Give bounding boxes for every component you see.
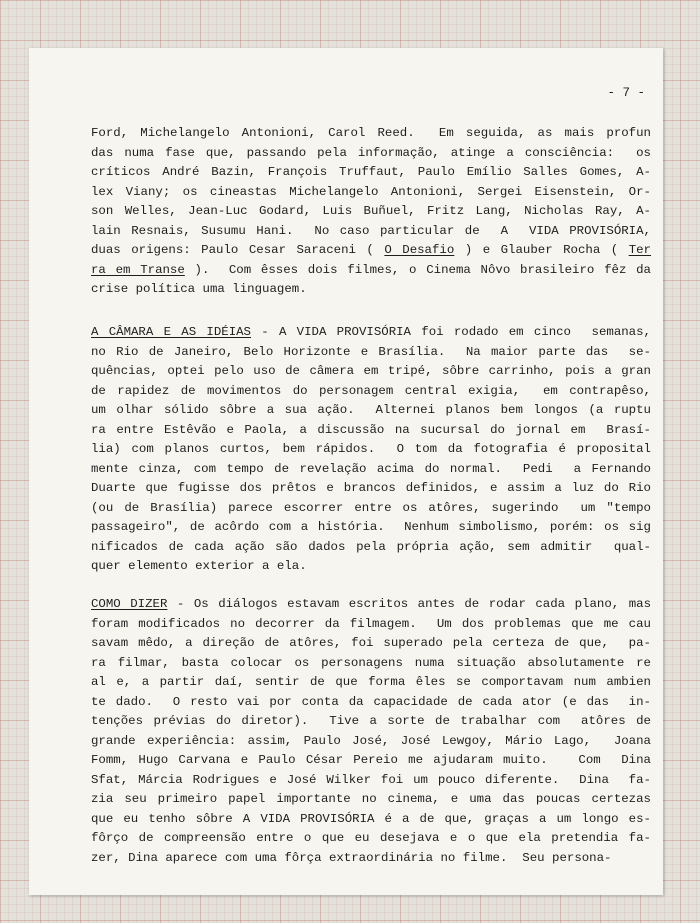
text-segment: quências, optei pelo uso de câmera em tripé, sôbre carrinho, pois a gran (91, 364, 651, 378)
text-segment: críticos André Bazin, François Truffaut, Paulo Emílio Salles Gomes, A- (91, 165, 651, 179)
text-segment: ra filmar, basta colocar os personagens numa situação absolutamente re (91, 655, 651, 670)
text-line (91, 673, 651, 693)
text-segment: Ford, Michelangelo Antonioni, Carol Reed. Em seguida, as mais profun (91, 126, 651, 140)
text-segment: Duarte que fugisse dos prêtos e brancos definidos, e assim a luz do Rio (91, 481, 651, 495)
text-segment: ). Com êsses dois filmes, o Cinema Nôvo brasileiro fêz da (184, 262, 651, 277)
text-line (91, 634, 651, 654)
text-line (91, 183, 651, 203)
text-segment: savam mêdo, a direção de atôres, foi superado pela certeza de que, pa- (91, 636, 651, 650)
text-line (91, 401, 651, 421)
text-segment: foram modificados no decorrer da filmagem. Um dos problemas que me cau (91, 616, 651, 631)
text-line (91, 479, 651, 499)
text-line (91, 144, 651, 164)
text-line (91, 751, 651, 771)
text-line (91, 124, 651, 144)
text-line (91, 343, 651, 363)
text-line (91, 790, 651, 810)
text-segment: Fomm, Hugo Carvana e Paulo César Pereio me ajudaram muito. Com Dina (91, 753, 651, 767)
text-line (91, 557, 651, 577)
text-line (91, 241, 651, 261)
text-line (91, 202, 651, 222)
underlined-text: O Desafio (384, 243, 455, 257)
underlined-text: Ter (628, 243, 651, 257)
text-line (91, 810, 651, 830)
text-line (91, 421, 651, 441)
text-segment: de rapidez de movimentos do personagem central exigia, em contrapêso, (91, 383, 651, 398)
text-segment: nificados de cada ação são dados pela própria ação, sem admitir qual- (91, 539, 651, 554)
text-segment: um olhar sólido sôbre a sua ação. Alternei planos bem longos (a ruptu (91, 403, 651, 417)
text-line (91, 712, 651, 732)
text-line (91, 440, 651, 460)
text-line (91, 595, 651, 615)
text-segment: te dado. O resto vai por conta da capacidade de cada ator (e das in- (91, 694, 651, 709)
text-line (91, 654, 651, 674)
text-segment: quer elemento exterior a ela. (91, 559, 307, 573)
underlined-text: A CÂMARA E AS IDÉIAS (91, 325, 251, 339)
text-segment: crise política uma linguagem. (91, 282, 307, 296)
text-segment: ) e Glauber Rocha ( (454, 243, 629, 257)
text-segment: que eu tenho sôbre A VIDA PROVISÓRIA é a de que, graças a um longo es- (91, 811, 651, 826)
text-segment: no Rio de Janeiro, Belo Horizonte e Brasília. Na maior parte das se- (91, 344, 651, 359)
text-line (91, 280, 651, 300)
text-segment: (ou de Brasília) parece escorrer entre os atôres, sugerindo um "tempo (91, 500, 651, 515)
text-line (91, 538, 651, 558)
text-segment: das numa fase que, passando pela informação, atinge a consciência: os (91, 145, 651, 160)
text-line (91, 382, 651, 402)
text-segment: son Welles, Jean-Luc Godard, Luis Buñuel, Fritz Lang, Nicholas Ray, A- (91, 204, 651, 218)
page-number: - 7 - (607, 86, 645, 100)
text-segment: ra entre Estêvão e Paola, a discussão na sucursal do jornal em Brasí- (91, 422, 651, 437)
text-line (91, 261, 651, 281)
underlined-text: COMO DIZER (91, 597, 168, 611)
text-line (91, 771, 651, 791)
text-segment: zia seu primeiro papel importante no cinema, e uma das poucas certezas (91, 792, 651, 806)
text-line (91, 163, 651, 183)
text-line (91, 829, 651, 849)
text-line (91, 362, 651, 382)
text-segment: al e, a partir daí, sentir de que forma êles se comportavam num ambien (91, 675, 651, 689)
text-segment: tenções prévias do diretor). Tive a sorte de trabalhar com atôres de (91, 714, 651, 728)
paragraph-a-camara-e-as-ideias (91, 323, 651, 577)
text-line (91, 499, 651, 519)
typed-page (29, 48, 663, 895)
text-segment: Sfat, Márcia Rodrigues e José Wilker foi um pouco diferente. Dina fa- (91, 772, 651, 787)
text-segment: - A VIDA PROVISÓRIA foi rodado em cinco semanas, (251, 325, 651, 339)
text-segment: duas origens: Paulo Cesar Saraceni ( (91, 243, 385, 257)
text-segment: lain Resnais, Susumu Hani. No caso particular de A VIDA PROVISÓRIA, (91, 223, 651, 238)
text-line (91, 460, 651, 480)
paragraph-como-dizer (91, 595, 651, 868)
text-segment: lia) com planos curtos, bem rápidos. O tom da fotografia é proposital (91, 442, 651, 456)
text-line (91, 732, 651, 752)
text-segment: fôrço de compreensão entre o que eu desejava e o que ela pretendia fa- (91, 831, 651, 845)
text-line (91, 323, 651, 343)
underlined-text: ra em Transe (91, 262, 185, 277)
text-line (91, 615, 651, 635)
text-line (91, 222, 651, 242)
text-line (91, 518, 651, 538)
text-segment: mente cinza, com tempo de revelação acima do normal. Pedi a Fernando (91, 461, 651, 476)
text-segment: passageiro", de acôrdo com a história. Nenhum simbolismo, porém: os sig (91, 520, 651, 534)
text-line (91, 849, 651, 869)
text-segment: - Os diálogos estavam escritos antes de rodar cada plano, mas (167, 597, 651, 611)
text-segment: lex Viany; os cineastas Michelangelo Antonioni, Sergei Eisenstein, Or- (91, 184, 651, 199)
text-segment: grande experiência: assim, Paulo José, José Lewgoy, Mário Lago, Joana (91, 733, 651, 748)
paragraph-influences (91, 124, 651, 300)
text-line (91, 693, 651, 713)
text-segment: zer, Dina aparece com uma fôrça extraordinária no filme. Seu persona- (91, 850, 612, 865)
